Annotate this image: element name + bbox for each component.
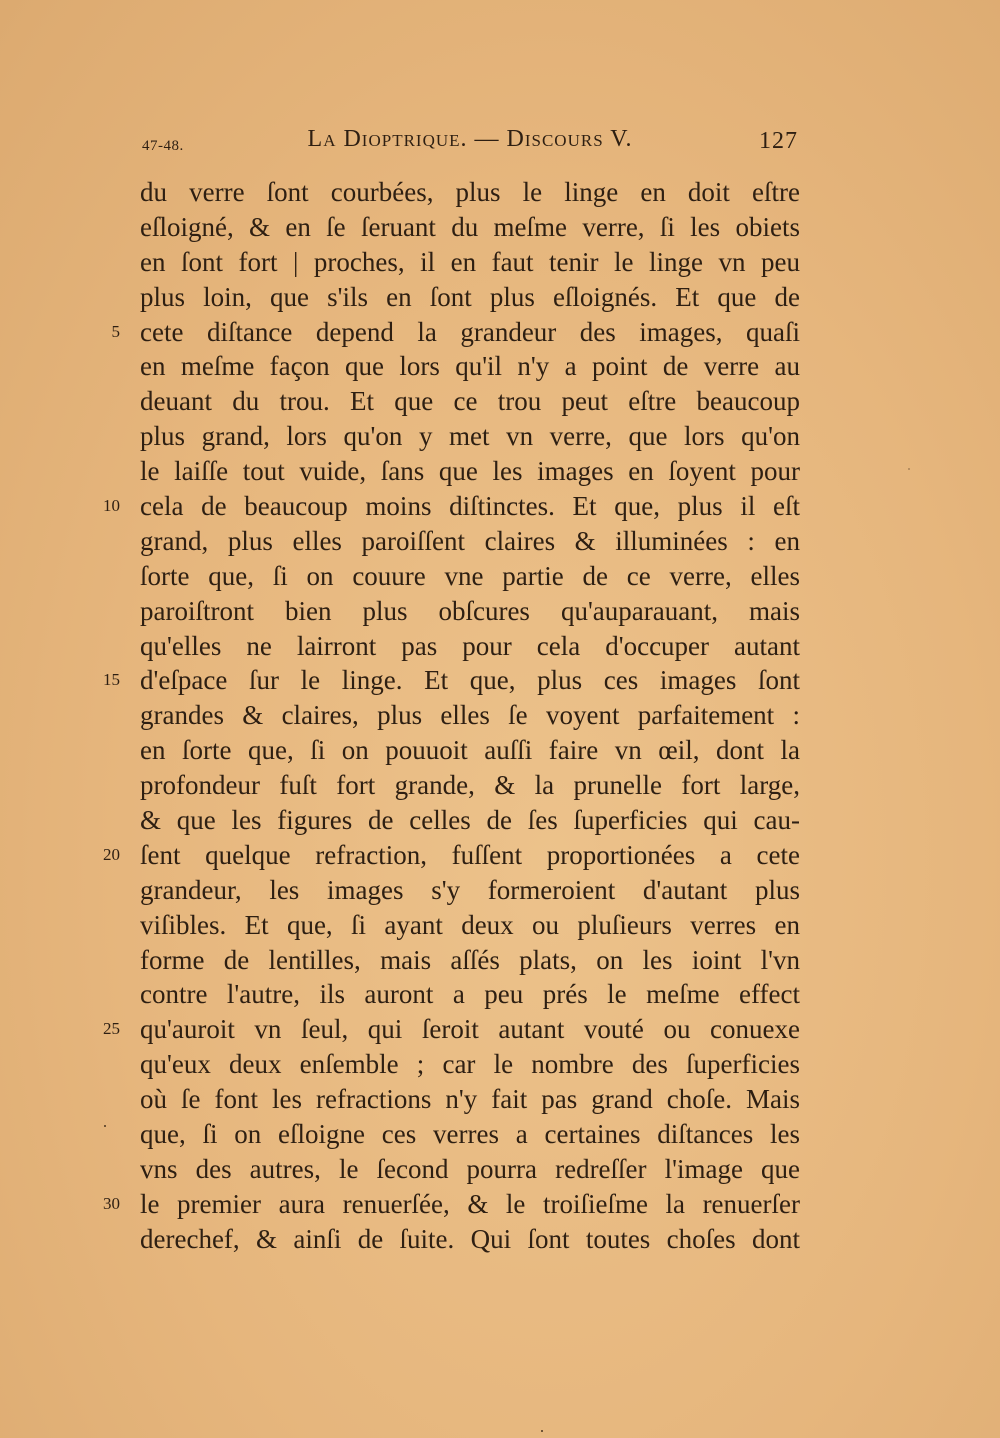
text-line [111,315,800,350]
line-text: que, ſi on eſloigne ces verres a certaines diſtances les [140,1119,800,1150]
line-text: grandeur, les images s'y formeroient d'autant plus [140,874,800,905]
running-title: La Dioptrique. — Discours V. [307,126,633,152]
paper-speck [541,1430,543,1432]
text-line [103,1012,800,1047]
line-text: qu'elles ne lairront pas pour cela d'occuper autant [140,630,800,661]
line-text: d'eſpace ſur le linge. Et que, plus ces images ſont [140,665,800,696]
line-text: en ſont fort | proches, il en faut tenir le linge vn peu [140,246,800,277]
line-text: qu'auroit vn ſeul, qui ſeroit autant vouté ou conuexe [140,1014,800,1045]
line-text: vns des autres, le ſecond pourra redreſſer l'image que [140,1153,800,1184]
text-line [140,1082,800,1117]
page-range: 47-48. [142,138,184,154]
text-line [103,489,800,524]
line-text: le premier aura renuerſée, & le troiſieſme la renuerſer [140,1188,800,1219]
line-text: viſibles. Et que, ſi ayant deux ou pluſieurs verres en [140,909,800,940]
line-text: en ſorte que, ſi on pouuoit auſſi faire vn œil, dont la [140,735,800,766]
line-text: plus grand, lors qu'on y met vn verre, que lors qu'on [140,421,800,452]
text-line [140,943,800,978]
text-line [140,384,800,419]
text-line [140,698,800,733]
line-number: 20 [103,844,120,864]
paper-speck [908,468,910,470]
text-line [103,1187,800,1222]
text-line [140,908,800,943]
text-line [140,559,800,594]
line-text: cela de beaucoup moins diſtinctes. Et que, plus il eſt [140,491,800,522]
line-text: du verre ſont courbées, plus le linge en doit eſtre [140,177,800,207]
text-line [140,1152,800,1187]
text-line [140,594,800,629]
line-text: paroiſtront bien plus obſcures qu'auparauant, mais [140,595,800,626]
text-line [140,454,800,489]
line-text: grandes & claires, plus elles ſe voyent parfaitement : [140,700,800,731]
text-line [140,349,800,384]
text-line [103,663,800,698]
line-text: eſloigné, & en ſe ſeruant du meſme verre, ſi les obiets [140,211,800,242]
line-text: ſent quelque refraction, fuſſent proportionées a cete [140,839,800,870]
line-number: 15 [103,670,120,690]
line-text: plus loin, que s'ils en ſont plus eſloignés. Et que de [140,281,800,312]
text-line [140,873,800,908]
text-line [140,629,800,664]
line-text: ſorte que, ſi on couure vne partie de ce verre, elles [140,560,800,591]
text-line [140,175,800,210]
line-text: en meſme façon que lors qu'il n'y a point de verre au [140,351,800,382]
line-text: cete diſtance depend la grandeur des images, quaſi [140,316,800,347]
text-line [140,1047,800,1082]
line-text: deuant du trou. Et que ce trou peut eſtre beaucoup [140,386,800,417]
line-text: qu'eux deux enſemble ; car le nombre des ſuperficies [140,1049,800,1080]
line-text: grand, plus elles paroiſſent claires & illuminées : en [140,525,800,556]
line-text: forme de lentilles, mais aſſés plats, on les ioint l'vn [140,944,800,975]
text-line [103,838,800,873]
page-number: 127 [759,128,798,154]
line-number: 25 [103,1019,120,1039]
line-text: où ſe font les refractions n'y fait pas grand choſe. Mais [140,1084,800,1115]
line-text: profondeur fuſt fort grande, & la prunelle fort large, [140,770,800,801]
text-line [140,419,800,454]
line-number: 30 [103,1193,120,1213]
paper-speck [104,1125,106,1127]
line-text: & que les figures de celles de ſes ſuperficies qui cau- [140,805,800,836]
text-line [140,245,800,280]
text-line [140,768,800,803]
text-line [140,803,800,838]
text-line [140,1117,800,1152]
line-text: contre l'autre, ils auront a peu prés le meſme effect [140,979,800,1010]
line-number: 5 [111,321,120,341]
text-line [140,210,800,245]
text-line [140,733,800,768]
text-line [140,1222,800,1257]
body-text [103,175,800,1257]
text-line [140,977,800,1012]
line-text: derechef, & ainſi de ſuite. Qui ſont toutes choſes dont [140,1223,800,1254]
text-line [140,524,800,559]
text-line [140,280,800,315]
running-header [140,126,800,160]
line-number: 10 [103,496,120,516]
line-text: le laiſſe tout vuide, ſans que les images en ſoyent pour [140,456,800,487]
